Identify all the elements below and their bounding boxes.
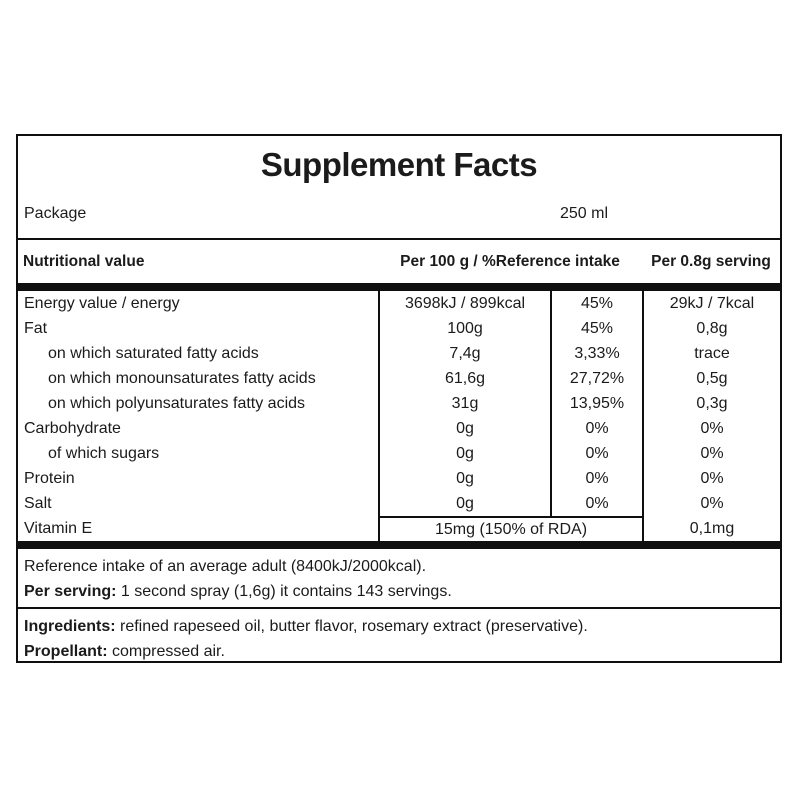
cell-per-serving: 0,8g — [642, 316, 780, 341]
propellant-text: compressed air. — [107, 643, 225, 660]
header-per-100g-reference-intake: Per 100 g / %Reference intake — [400, 252, 620, 270]
supplement-facts-label — [16, 134, 782, 663]
cell-per-100g: 7,4g — [378, 341, 550, 366]
cell-label: Vitamin E — [24, 519, 93, 537]
label-title: Supplement Facts — [260, 146, 538, 183]
cell-per-serving: 0,1mg — [642, 516, 780, 541]
table-row — [18, 466, 780, 491]
table-header-row — [18, 240, 780, 283]
table-row — [18, 366, 780, 391]
cell-reference-intake: 0% — [550, 491, 642, 516]
cell-label: on which saturated fatty acids — [48, 344, 259, 362]
cell-per-100g: 0g — [378, 416, 550, 441]
cell-reference-intake: 45% — [550, 291, 642, 316]
table-row — [18, 341, 780, 366]
ingredients-note — [24, 614, 772, 639]
table-row — [18, 491, 780, 516]
ingredients-text: refined rapeseed oil, butter flavor, rosemary extract (preservative). — [115, 618, 588, 635]
cell-label: Fat — [24, 319, 48, 337]
divider-thick-top — [18, 283, 780, 291]
cell-per-serving: 0% — [642, 466, 780, 491]
package-value: 250 ml — [560, 205, 609, 222]
cell-reference-intake: 45% — [550, 316, 642, 341]
per-serving-text: 1 second spray (1,6g) it contains 143 servings. — [116, 583, 452, 600]
cell-label: Salt — [24, 494, 52, 512]
cell-per-100g: 31g — [378, 391, 550, 416]
per-serving-label: Per serving: — [24, 583, 117, 600]
cell-per-serving: 0,3g — [642, 391, 780, 416]
cell-reference-intake: 27,72% — [550, 366, 642, 391]
package-row — [18, 194, 780, 240]
propellant-label: Propellant: — [24, 643, 108, 660]
header-per-serving: Per 0.8g serving — [651, 252, 771, 270]
cell-per-serving: 0,5g — [642, 366, 780, 391]
cell-per-serving: trace — [642, 341, 780, 366]
cell-per-100g: 61,6g — [378, 366, 550, 391]
cell-label: Energy value / energy — [24, 294, 180, 312]
cell-reference-intake: 13,95% — [550, 391, 642, 416]
cell-reference-intake: 3,33% — [550, 341, 642, 366]
header-nutritional-value: Nutritional value — [23, 252, 145, 270]
cell-per-serving: 0% — [642, 491, 780, 516]
cell-per-100g: 0g — [378, 466, 550, 491]
cell-reference-intake: 0% — [550, 416, 642, 441]
cell-per-serving: 0% — [642, 416, 780, 441]
cell-label: on which monounsaturates fatty acids — [48, 369, 316, 387]
cell-label: of which sugars — [48, 444, 160, 462]
table-row — [18, 391, 780, 416]
table-row — [18, 316, 780, 341]
cell-per-serving: 0% — [642, 441, 780, 466]
cell-label: Carbohydrate — [24, 419, 121, 437]
cell-label: on which polyunsaturates fatty acids — [48, 394, 306, 412]
table-row-vitamin-e — [18, 516, 780, 541]
propellant-note — [24, 639, 772, 664]
per-serving-note — [24, 579, 772, 604]
table-row — [18, 416, 780, 441]
footnote-reference-section — [18, 549, 780, 609]
package-label: Package — [24, 205, 87, 222]
cell-reference-intake: 0% — [550, 466, 642, 491]
cell-per-100g: 0g — [378, 441, 550, 466]
cell-label: Protein — [24, 469, 75, 487]
cell-per-100g: 0g — [378, 491, 550, 516]
table-row — [18, 441, 780, 466]
cell-reference-intake: 0% — [550, 441, 642, 466]
cell-per-100g: 100g — [378, 316, 550, 341]
table-body — [18, 291, 780, 516]
cell-vitamin-merged-value: 15mg (150% of RDA) — [378, 516, 642, 541]
cell-per-100g: 3698kJ / 899kcal — [378, 291, 550, 316]
divider-thick-bottom — [18, 541, 780, 549]
cell-per-serving: 29kJ / 7kcal — [642, 291, 780, 316]
table-row — [18, 291, 780, 316]
ingredients-label: Ingredients: — [24, 618, 116, 635]
footnote-ingredients-section — [18, 609, 780, 664]
reference-intake-note: Reference intake of an average adult (8400kJ/2000kcal). — [24, 558, 427, 575]
